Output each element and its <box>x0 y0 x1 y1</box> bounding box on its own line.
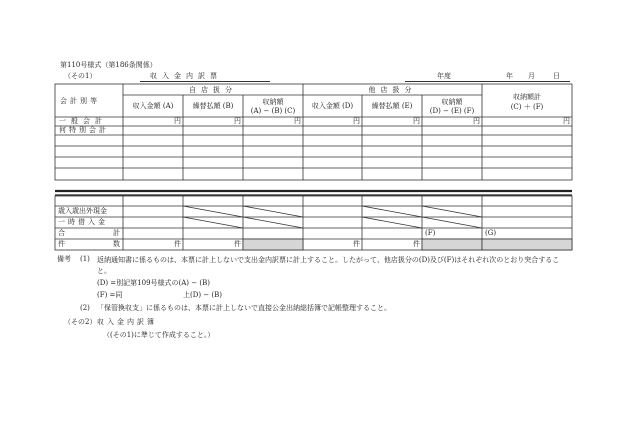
note2-text: 「保管換収支」に係るものは、本票に計上しないで直接公金出納総括簿で記帳整理すること。 <box>97 304 391 312</box>
note1-text: 返納通知書に係るものは、本票に計上しないで支出金内訳票に計上すること。したがって、他店扱分の(D)及び(F)はそれぞれ次のとおり突合すること。 <box>97 256 560 275</box>
yen-unit: 円 <box>294 117 301 125</box>
yen-unit: 円 <box>234 117 241 125</box>
note1-formula-f-right: 上(D) − (B) <box>183 291 222 299</box>
yen-unit: 円 <box>174 117 181 125</box>
row-label-total: 合計 <box>58 229 168 237</box>
total-header-line1: 収納額計 <box>513 93 541 101</box>
row-label-special-account: 何特別会計 <box>59 126 109 134</box>
other-income-header: 収入金額 (D) <box>311 102 354 110</box>
ken-unit: 件 <box>234 240 241 248</box>
own-receipt-header-line2: (A) − (B) (C) <box>250 107 296 115</box>
part2-note: （(その1)に準じて作成すること。） <box>103 331 215 339</box>
row-label-extra-budget-cash: 歳入歳出外現金 <box>58 207 107 215</box>
own-income-header: 収入金額 (A) <box>132 102 174 110</box>
ken-unit: 件 <box>413 240 420 248</box>
other-receipt-header-line2: (D) − (E) (F) <box>429 107 475 115</box>
day-label: 日 <box>553 72 560 80</box>
yen-unit: 円 <box>473 117 480 125</box>
mark-g: (G) <box>485 229 497 237</box>
row-label-general-account: 一般会計 <box>59 117 107 125</box>
note1-number: (1) <box>80 255 90 263</box>
note1-formula-f-left: (F) =同 <box>97 291 123 299</box>
part2-title: 収入金内訳簿 <box>97 318 157 326</box>
document-title: 収入金内訳票 <box>150 72 222 80</box>
own-transfer-header: 繰替払額 (B) <box>192 102 234 110</box>
yen-unit: 円 <box>563 117 570 125</box>
year-label: 年度 <box>437 72 451 80</box>
note2-number: (2) <box>80 304 90 312</box>
notes-label: 備考 <box>57 255 71 263</box>
own-branch-group-header: 自店扱分 <box>189 86 237 94</box>
year-suffix: 年 <box>506 72 513 80</box>
yen-unit: 円 <box>353 117 360 125</box>
total-header-line2: (C) ＋ (F) <box>510 103 544 111</box>
note1-formula-d: (D) =別記第109号様式の(A) − (B) <box>97 279 210 287</box>
row-label-count: 件数 <box>58 240 168 248</box>
month-label: 月 <box>528 72 535 80</box>
part2-label: （その2） <box>64 318 97 326</box>
mark-f: (F) <box>425 229 436 237</box>
other-branch-group-header: 他店扱分 <box>368 86 417 94</box>
ken-unit: 件 <box>353 240 360 248</box>
other-transfer-header: 繰替払額 (E) <box>371 102 413 110</box>
account-column-header: 会計別等 <box>60 97 100 105</box>
row-label-temporary-loan: 一時借入金 <box>58 218 108 226</box>
form-number: 第110号様式（第186条関係） <box>60 61 157 69</box>
part1-label: （その1） <box>64 72 97 80</box>
ken-unit: 件 <box>174 240 181 248</box>
other-receipt-header-line1: 収納額 <box>441 98 463 106</box>
yen-unit: 円 <box>413 117 420 125</box>
own-receipt-header-line1: 収納額 <box>262 98 284 106</box>
